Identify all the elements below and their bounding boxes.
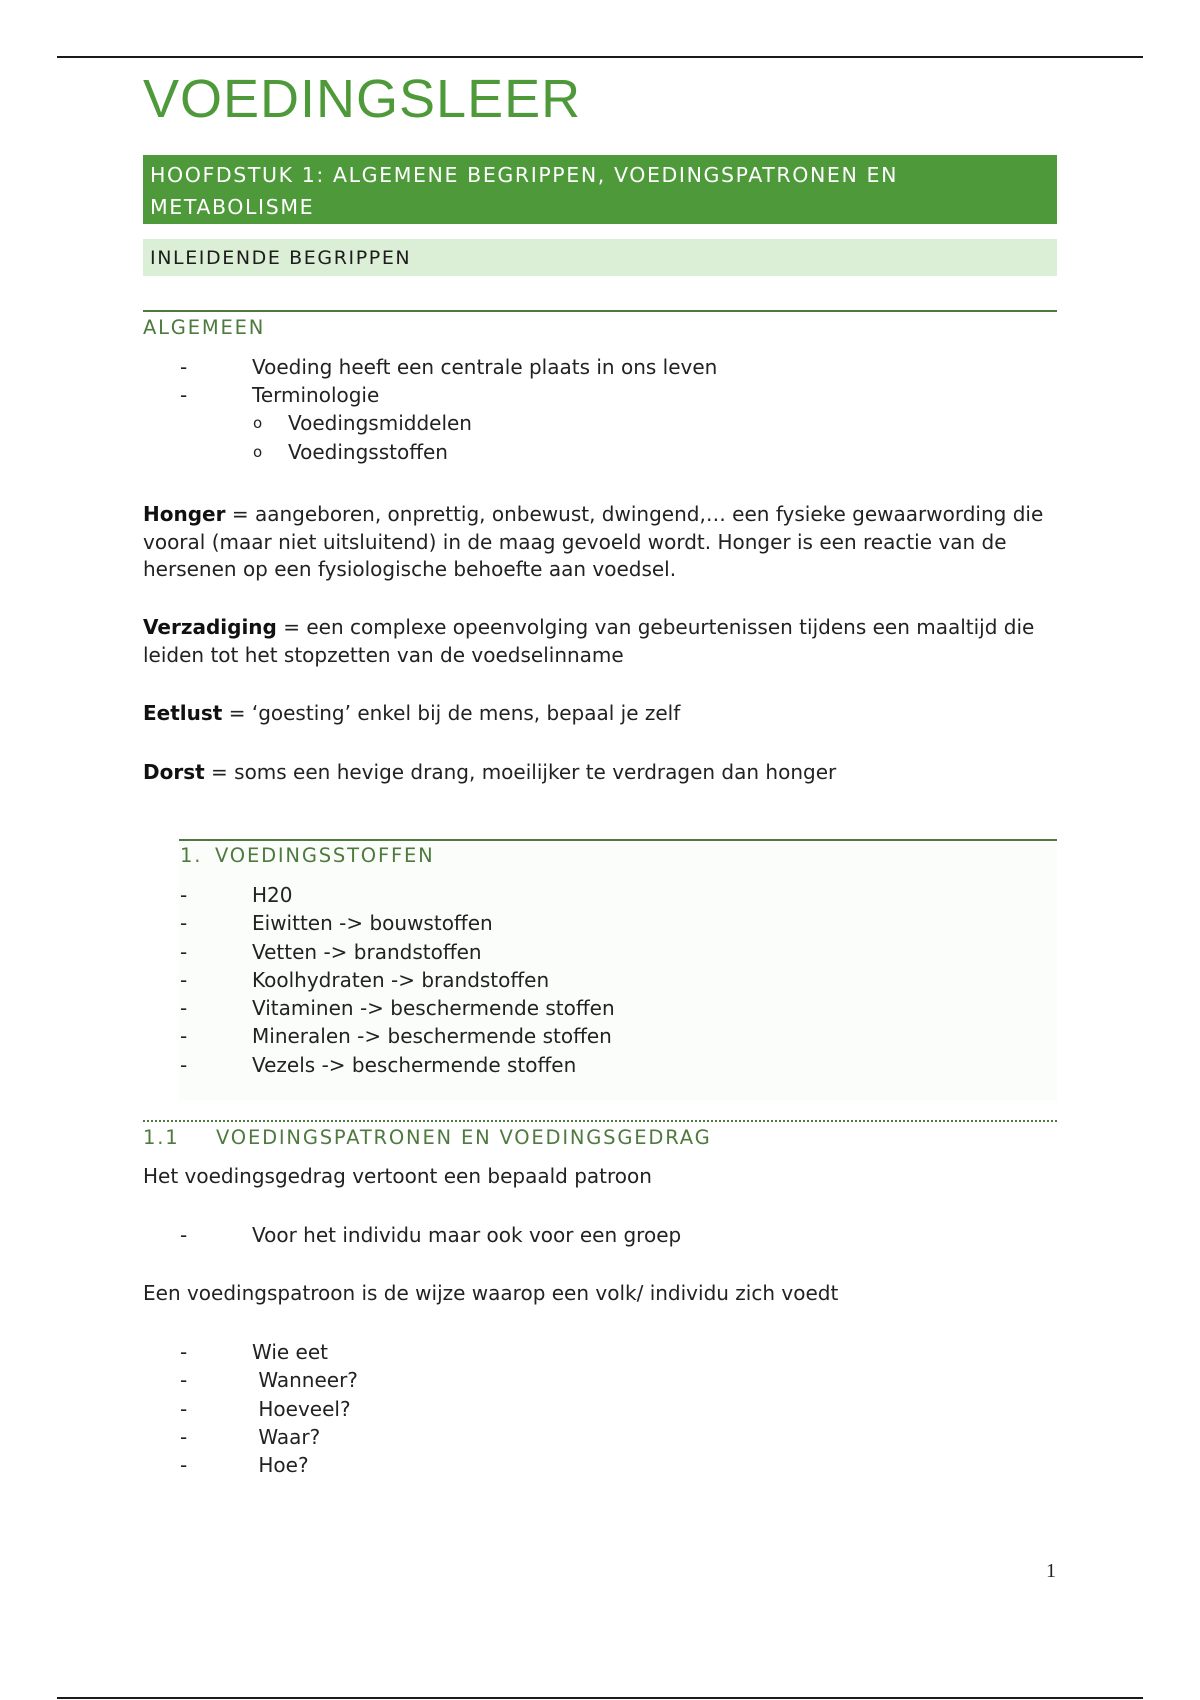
- page-top-rule: [57, 56, 1143, 58]
- page-bottom-rule: [57, 1697, 1143, 1699]
- definition-verzadiging: Verzadiging = een complexe opeenvolging van gebeurtenissen tijdens een maaltijd die leiden tot het stopzetten van de voedselinname: [143, 615, 1035, 667]
- voedingspatronen-paragraph: Het voedingsgedrag vertoont een bepaald patroon: [143, 1164, 652, 1188]
- voedingsstoffen-rule: [179, 839, 1057, 841]
- intro-heading: INLEIDENDE BEGRIPPEN: [143, 239, 1057, 276]
- chapter-banner: HOOFDSTUK 1: ALGEMENE BEGRIPPEN, VOEDINGSPATRONEN EN METABOLISME: [143, 155, 1057, 224]
- voedingspatroon-definition: Een voedingspatroon is de wijze waarop een volk/ individu zich voedt: [143, 1281, 839, 1305]
- voedingspatronen-rule: [143, 1120, 1057, 1122]
- voedingsstoffen-heading: 1. VOEDINGSSTOFFEN: [180, 844, 435, 867]
- circle-bullet-icon: o: [253, 443, 263, 461]
- circle-bullet-icon: o: [253, 414, 263, 432]
- definition-dorst: Dorst = soms een hevige drang, moeilijker te verdragen dan honger: [143, 760, 837, 784]
- definition-honger: Honger = aangeboren, onprettig, onbewust, dwingend,… een fysieke gewaarwording die vooral (maar niet uitsluitend) in de maag gevoeld wordt. Honger is een reactie van de hersenen op een fysiologische behoefte aan voedsel.: [143, 502, 1044, 581]
- page-number: 1: [1046, 1560, 1056, 1582]
- algemeen-heading: ALGEMEEN: [143, 316, 266, 339]
- voedingspatronen-heading: 1.1 VOEDINGSPATRONEN EN VOEDINGSGEDRAG: [143, 1126, 712, 1149]
- document-title: VOEDINGSLEER: [143, 69, 582, 129]
- definition-eetlust: Eetlust = ‘goesting’ enkel bij de mens, bepaal je zelf: [143, 701, 681, 725]
- algemeen-rule: [143, 310, 1057, 312]
